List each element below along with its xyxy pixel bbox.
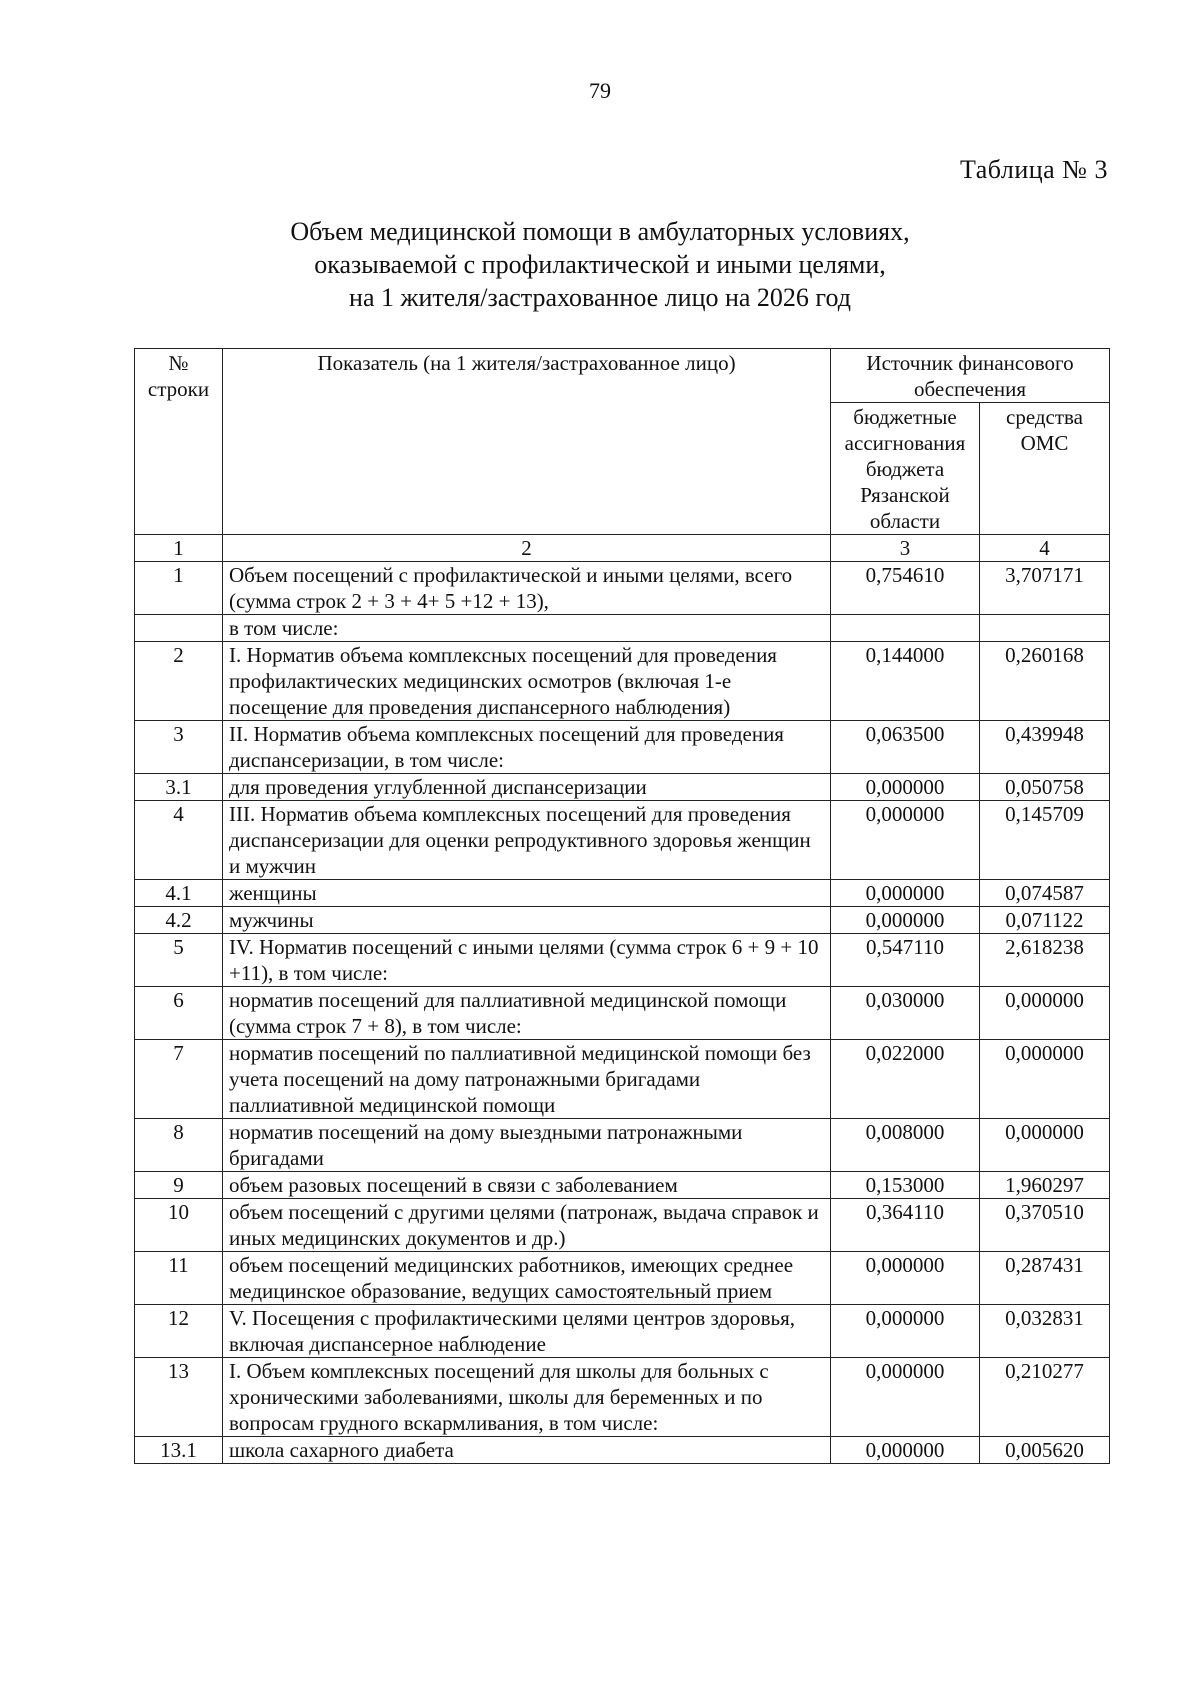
indicator-cell: для проведения углубленной диспансеризации	[223, 774, 831, 801]
row-number-cell: 4.1	[135, 880, 223, 907]
title-line-1: Объем медицинской помощи в амбулаторных условиях,	[290, 217, 910, 246]
table-row	[135, 987, 1110, 1040]
column-number: 2	[223, 535, 831, 562]
table-row	[135, 1119, 1110, 1172]
table-row	[135, 721, 1110, 774]
row-number-cell: 4.2	[135, 907, 223, 934]
header-row-number: № строки	[135, 349, 223, 535]
budget-value-cell: 0,000000	[831, 880, 980, 907]
budget-value-cell: 0,000000	[831, 1252, 980, 1305]
oms-value-cell: 0,032831	[980, 1305, 1110, 1358]
column-number: 3	[831, 535, 980, 562]
table-row	[135, 880, 1110, 907]
oms-value-cell: 0,005620	[980, 1437, 1110, 1464]
oms-value-cell: 3,707171	[980, 562, 1110, 615]
budget-value-cell: 0,000000	[831, 907, 980, 934]
table-row	[135, 934, 1110, 987]
indicator-cell: норматив посещений по паллиативной медицинской помощи без учета посещений на дому патронажными бригадами паллиативной медицинской помощи	[223, 1040, 831, 1119]
indicator-cell: женщины	[223, 880, 831, 907]
oms-value-cell: 0,145709	[980, 801, 1110, 880]
row-number-cell: 3.1	[135, 774, 223, 801]
indicator-cell: I. Норматив объема комплексных посещений для проведения профилактических медицинских осмотров (включая 1-е посещение для проведения диспансерного наблюдения)	[223, 642, 831, 721]
indicator-cell: I. Объем комплексных посещений для школы для больных с хроническими заболеваниями, школы для беременных и по вопросам грудного вскармливания, в том числе:	[223, 1358, 831, 1437]
table-row	[135, 1252, 1110, 1305]
row-number-cell: 13	[135, 1358, 223, 1437]
indicator-cell: объем посещений медицинских работников, имеющих среднее медицинское образование, ведущих самостоятельный прием	[223, 1252, 831, 1305]
row-number-cell: 1	[135, 562, 223, 615]
indicator-cell: объем разовых посещений в связи с заболеванием	[223, 1172, 831, 1199]
column-number-row	[135, 535, 1110, 562]
indicator-cell: V. Посещения с профилактическими целями центров здоровья, включая диспансерное наблюдение	[223, 1305, 831, 1358]
header-oms: средства ОМС	[980, 403, 1110, 535]
table-row	[135, 1199, 1110, 1252]
budget-value-cell: 0,008000	[831, 1119, 980, 1172]
oms-value-cell: 0,050758	[980, 774, 1110, 801]
row-number-cell: 6	[135, 987, 223, 1040]
budget-value-cell: 0,000000	[831, 801, 980, 880]
table-label: Таблица № 3	[959, 155, 1108, 184]
row-number-cell	[135, 615, 223, 642]
indicator-cell: норматив посещений для паллиативной медицинской помощи (сумма строк 7 + 8), в том числе:	[223, 987, 831, 1040]
table-row	[135, 1172, 1110, 1199]
oms-value-cell: 0,000000	[980, 1040, 1110, 1119]
oms-value-cell: 0,071122	[980, 907, 1110, 934]
title-line-2: оказываемой с профилактической и иными целями,	[314, 250, 886, 279]
column-number: 4	[980, 535, 1110, 562]
budget-value-cell	[831, 615, 980, 642]
budget-value-cell: 0,000000	[831, 1305, 980, 1358]
indicator-cell: объем посещений с другими целями (патронаж, выдача справок и иных медицинских документов и др.)	[223, 1199, 831, 1252]
table-row	[135, 1358, 1110, 1437]
oms-value-cell: 0,287431	[980, 1252, 1110, 1305]
table-row	[135, 615, 1110, 642]
table-row	[135, 801, 1110, 880]
volume-table	[134, 348, 1110, 1464]
row-number-cell: 7	[135, 1040, 223, 1119]
budget-value-cell: 0,000000	[831, 774, 980, 801]
row-number-cell: 8	[135, 1119, 223, 1172]
indicator-cell: школа сахарного диабета	[223, 1437, 831, 1464]
row-number-cell: 9	[135, 1172, 223, 1199]
column-number: 1	[135, 535, 223, 562]
indicator-cell: II. Норматив объема комплексных посещений для проведения диспансеризации, в том числе:	[223, 721, 831, 774]
budget-value-cell: 0,000000	[831, 1437, 980, 1464]
oms-value-cell: 1,960297	[980, 1172, 1110, 1199]
budget-value-cell: 0,063500	[831, 721, 980, 774]
table-row	[135, 1040, 1110, 1119]
header-funding-source: Источник финансового обеспечения	[831, 349, 1110, 403]
page-number: 79	[589, 78, 611, 103]
row-number-cell: 11	[135, 1252, 223, 1305]
row-number-cell: 4	[135, 801, 223, 880]
oms-value-cell	[980, 615, 1110, 642]
indicator-cell: III. Норматив объема комплексных посещений для проведения диспансеризации для оценки репродуктивного здоровья женщин и мужчин	[223, 801, 831, 880]
document-title	[0, 215, 1200, 314]
header-budget: бюджетные ассигнования бюджета Рязанской области	[831, 403, 980, 535]
budget-value-cell: 0,547110	[831, 934, 980, 987]
indicator-cell: мужчины	[223, 907, 831, 934]
oms-value-cell: 0,074587	[980, 880, 1110, 907]
table-row	[135, 642, 1110, 721]
budget-value-cell: 0,000000	[831, 1358, 980, 1437]
table-row	[135, 1437, 1110, 1464]
oms-value-cell: 0,000000	[980, 1119, 1110, 1172]
oms-value-cell: 0,260168	[980, 642, 1110, 721]
table-row	[135, 1305, 1110, 1358]
header-indicator: Показатель (на 1 жителя/застрахованное лицо)	[223, 349, 831, 535]
row-number-cell: 10	[135, 1199, 223, 1252]
row-number-cell: 2	[135, 642, 223, 721]
oms-value-cell: 2,618238	[980, 934, 1110, 987]
indicator-cell: Объем посещений с профилактической и иными целями, всего (сумма строк 2 + 3 + 4+ 5 +12 + 13),	[223, 562, 831, 615]
row-number-cell: 5	[135, 934, 223, 987]
table-row	[135, 562, 1110, 615]
budget-value-cell: 0,364110	[831, 1199, 980, 1252]
budget-value-cell: 0,153000	[831, 1172, 980, 1199]
oms-value-cell: 0,210277	[980, 1358, 1110, 1437]
table-row	[135, 774, 1110, 801]
oms-value-cell: 0,000000	[980, 987, 1110, 1040]
oms-value-cell: 0,439948	[980, 721, 1110, 774]
budget-value-cell: 0,022000	[831, 1040, 980, 1119]
budget-value-cell: 0,754610	[831, 562, 980, 615]
oms-value-cell: 0,370510	[980, 1199, 1110, 1252]
indicator-cell: в том числе:	[223, 615, 831, 642]
title-line-3: на 1 жителя/застрахованное лицо на 2026 год	[349, 283, 851, 312]
table-row	[135, 907, 1110, 934]
row-number-cell: 13.1	[135, 1437, 223, 1464]
budget-value-cell: 0,030000	[831, 987, 980, 1040]
table-body	[135, 562, 1110, 1464]
indicator-cell: IV. Норматив посещений с иными целями (сумма строк 6 + 9 + 10 +11), в том числе:	[223, 934, 831, 987]
row-number-cell: 12	[135, 1305, 223, 1358]
budget-value-cell: 0,144000	[831, 642, 980, 721]
indicator-cell: норматив посещений на дому выездными патронажными бригадами	[223, 1119, 831, 1172]
row-number-cell: 3	[135, 721, 223, 774]
